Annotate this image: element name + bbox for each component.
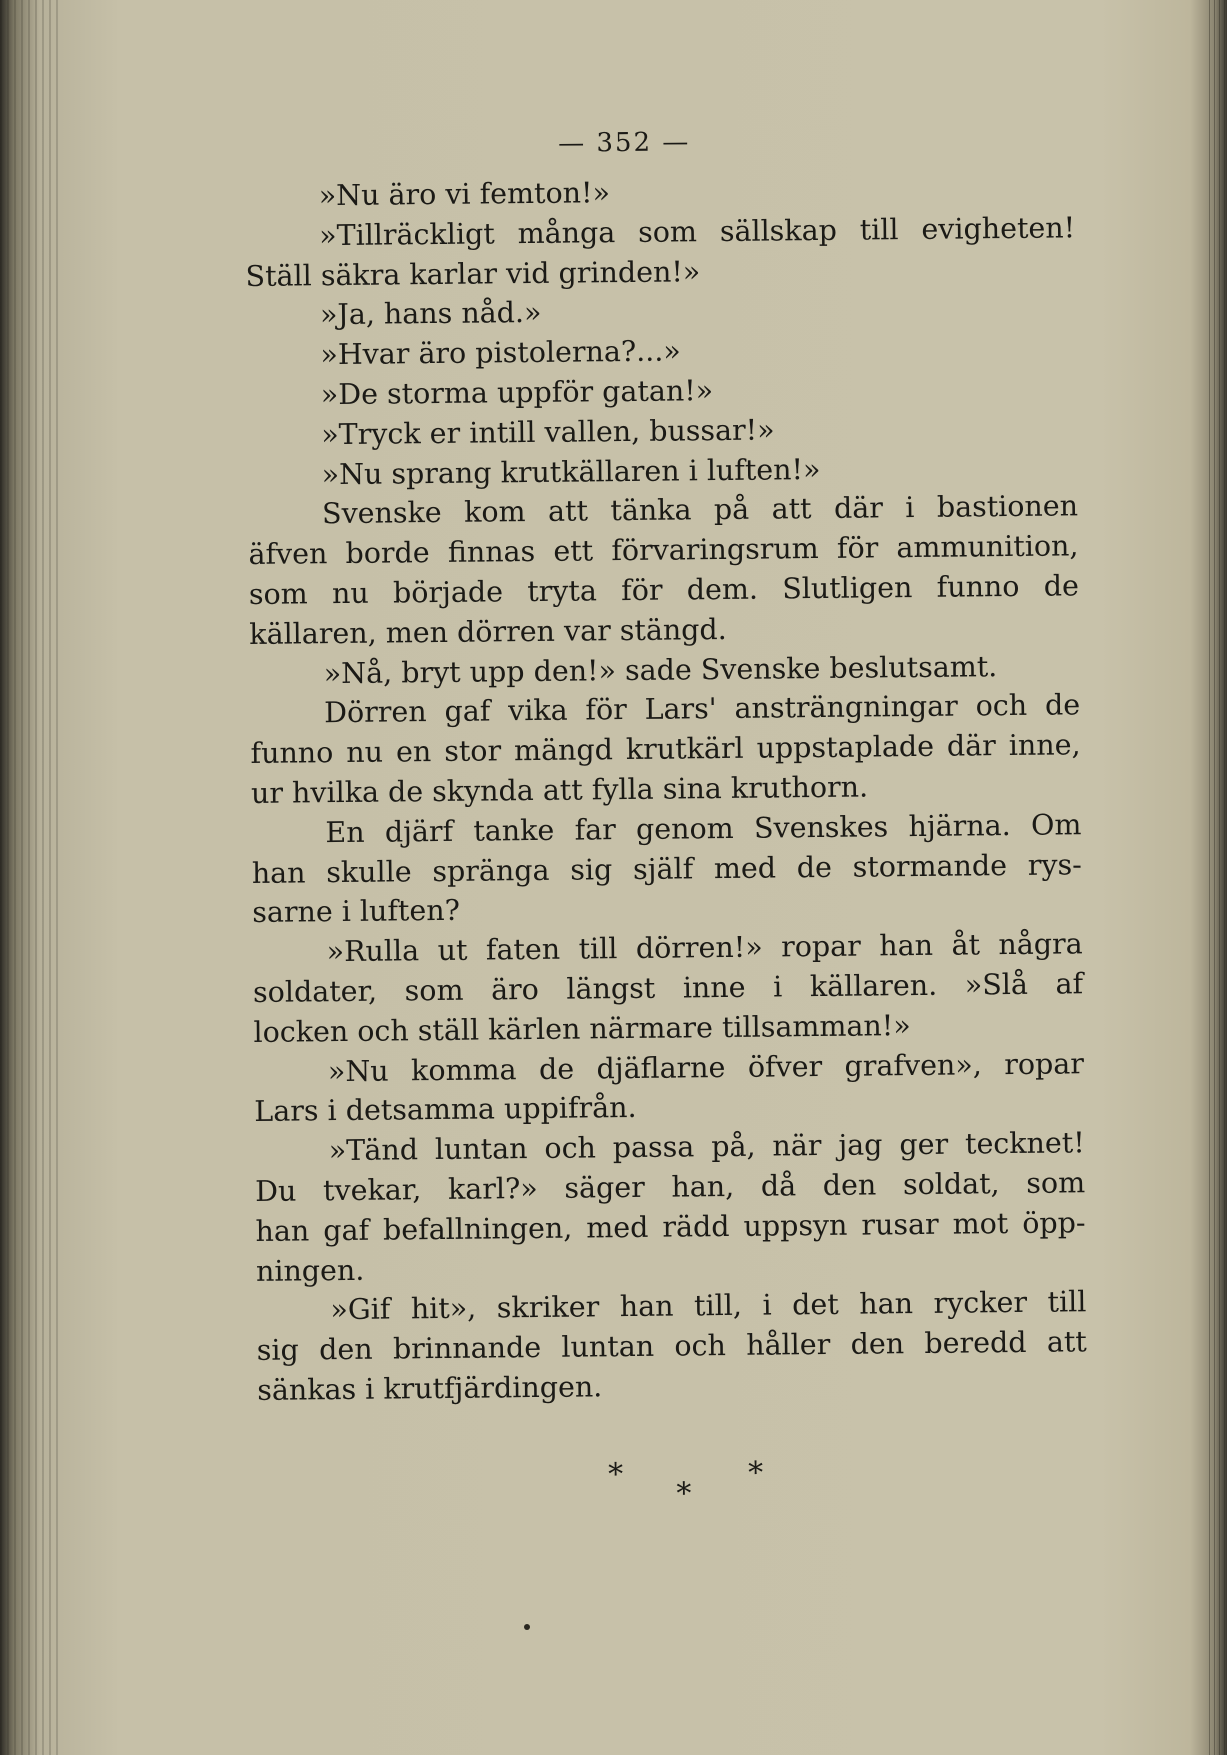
text-line: locken och ställ kärlen närmare tillsamman!» <box>253 1008 911 1049</box>
body-text <box>245 168 1088 1410</box>
text-line: Du tvekar, karl?» säger han, då den soldat, som <box>254 1166 1086 1208</box>
text-line: soldater, som äro längst inne i källaren. »Slå af <box>252 967 1084 1009</box>
text-line: »Tillräckligt många som sällskap till evigheten! <box>318 211 1076 253</box>
text-line: »De storma uppför gatan!» <box>320 374 714 412</box>
text-line: »Tryck er intill vallen, bussar!» <box>321 413 775 451</box>
text-line: »Nu äro vi femton!» <box>318 176 611 213</box>
section-break-ornament <box>258 1452 1089 1531</box>
text-line: källaren, men dörren var stängd. <box>249 612 727 651</box>
text-line: Lars i detsamma uppifrån. <box>254 1091 637 1129</box>
asterisk: * <box>676 1476 692 1512</box>
text-line: äfven borde finnas ett förvaringsrum för ammunition, <box>248 529 1079 572</box>
text-line: »Gif hit», skriker han till, i det han rycker till <box>330 1285 1087 1327</box>
ink-speck <box>524 1624 530 1630</box>
text-block <box>244 116 1089 1530</box>
page-gutter-shadow <box>0 0 60 1755</box>
text-line: »Hvar äro pistolerna?...» <box>320 334 681 372</box>
page-number: — 352 — <box>557 127 691 159</box>
page-edge-stack <box>1209 0 1227 1755</box>
text-line: »Nu komma de djäflarne öfver grafven», ropar <box>327 1046 1085 1088</box>
asterisk: * <box>607 1456 624 1492</box>
text-line: »Ja, hans nåd.» <box>319 296 542 332</box>
text-line: »Tänd luntan och passa på, när jag ger tecknet! <box>328 1126 1085 1168</box>
text-line: Dörren gaf vika för Lars' ansträngningar och de <box>323 688 1081 730</box>
text-line: Ställ säkra karlar vid grinden!» <box>245 254 701 293</box>
text-line: »Nu sprang krutkällaren i luften!» <box>321 452 821 491</box>
text-line: En djärf tanke far genom Svenskes hjärna. Om <box>325 808 1082 849</box>
text-line: »Nå, bryt upp den!» sade Svenske beslutsamt. <box>323 649 998 690</box>
text-line: ningen. <box>255 1253 365 1288</box>
text-line: sarne i luften? <box>252 894 461 930</box>
text-line: sänkas i krutfjärdingen. <box>257 1370 603 1407</box>
text-line: han gaf befallningen, med rädd uppsyn rusar mot öpp- <box>255 1205 1086 1248</box>
text-line: ur hvilka de skynda att fylla sina kruthorn. <box>250 770 869 810</box>
text-line: han skulle spränga sig själf med de stormande rys- <box>251 847 1082 890</box>
text-line: Svenske kom att tänka på att där i bastionen <box>321 489 1079 531</box>
text-line: »Rulla ut faten till dörren!» ropar han åt några <box>326 927 1083 969</box>
asterisk: * <box>747 1455 764 1491</box>
text-line: som nu började tryta för dem. Slutligen funno de <box>248 569 1080 611</box>
text-line: funno nu en stor mängd krutkärl uppstaplade där inne, <box>250 728 1081 771</box>
text-line: sig den brinnande luntan och håller den beredd att <box>256 1325 1087 1368</box>
